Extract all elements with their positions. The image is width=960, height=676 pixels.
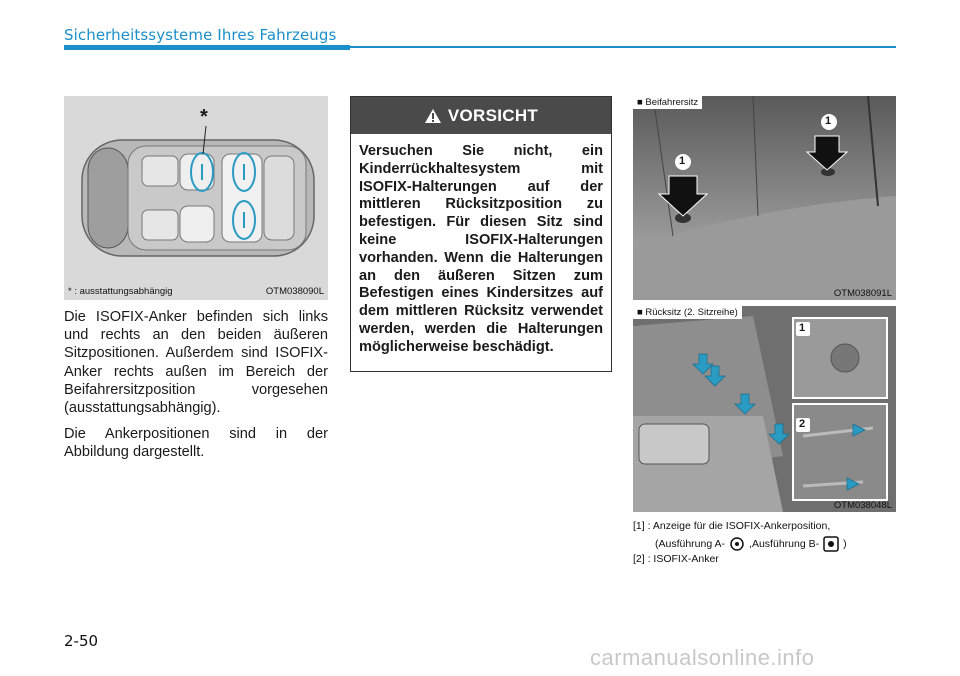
marker-1: 1 <box>799 322 806 334</box>
legend-close-paren: ) <box>843 538 847 550</box>
legend-line-2 <box>655 536 847 552</box>
caution-text: Versuchen Sie nicht, ein Kinderrückhaltesystem mit ISOFIX-Halterungen auf der mittleren Rücksitzposition zu befestigen. Für diesen Sitz sind keine ISOFIX-Halterungen vorhanden. Wenn die Halterungen an den äußeren Sitzen zum Befestigen eines Kindersitzes auf dem mittleren Rücksitz verwendet werden, werden die Halterungen möglicherweise beschädigt. <box>359 143 603 355</box>
caution-box <box>350 96 612 372</box>
marker-2: 2 <box>799 418 806 430</box>
figure-code: OTM038091L <box>833 288 892 299</box>
figure-note: * : ausstattungsabhängig <box>68 286 173 297</box>
passenger-seat-illustration <box>633 96 896 300</box>
isofix-symbol-b-icon <box>823 536 839 552</box>
marker-1b: 1 <box>825 115 832 127</box>
car-topview-illustration <box>64 96 328 300</box>
caution-header <box>351 97 611 134</box>
section-title: Sicherheitssysteme Ihres Fahrzeugs <box>64 26 337 44</box>
legend-variant-a: (Ausführung A- <box>655 538 726 550</box>
rear-seat-illustration <box>633 306 896 512</box>
header-rule-accent <box>64 45 350 50</box>
watermark: carmanualsonline.info <box>590 645 815 670</box>
rear-seat-photo <box>633 306 896 512</box>
isofix-description <box>64 308 328 470</box>
page-number: 2-50 <box>64 632 99 650</box>
warning-triangle-icon <box>424 108 442 124</box>
legend-line-1: [1] : Anzeige für die ISOFIX-Ankerposition, <box>633 520 831 532</box>
figure-tag: ■ Rücksitz (2. Sitzreihe) <box>633 306 742 319</box>
figure-code: OTM038048L <box>833 500 892 511</box>
figure-tag: ■ Beifahrersitz <box>633 96 702 109</box>
paragraph-1: Die ISOFIX-Anker befinden sich links und rechts an den beiden äußeren Sitzpositionen. Außerdem sind ISOFIX-Anker rechts außen im Bereich der Beifahrersitzposition vorgesehen (ausstattungsabhängig). <box>64 309 328 417</box>
legend-variant-b: ,Ausführung B- <box>749 538 820 550</box>
car-topview-figure <box>64 96 328 300</box>
figure-code: OTM038090L <box>265 286 324 297</box>
legend-line-3: [2] : ISOFIX-Anker <box>633 553 719 565</box>
isofix-symbol-a-icon <box>729 537 745 551</box>
optional-asterisk: * <box>200 106 208 128</box>
passenger-seat-photo <box>633 96 896 300</box>
caution-title: VORSICHT <box>447 105 539 125</box>
paragraph-2: Die Ankerpositionen sind in der Abbildung dargestellt. <box>64 426 328 461</box>
marker-1a: 1 <box>679 155 686 167</box>
